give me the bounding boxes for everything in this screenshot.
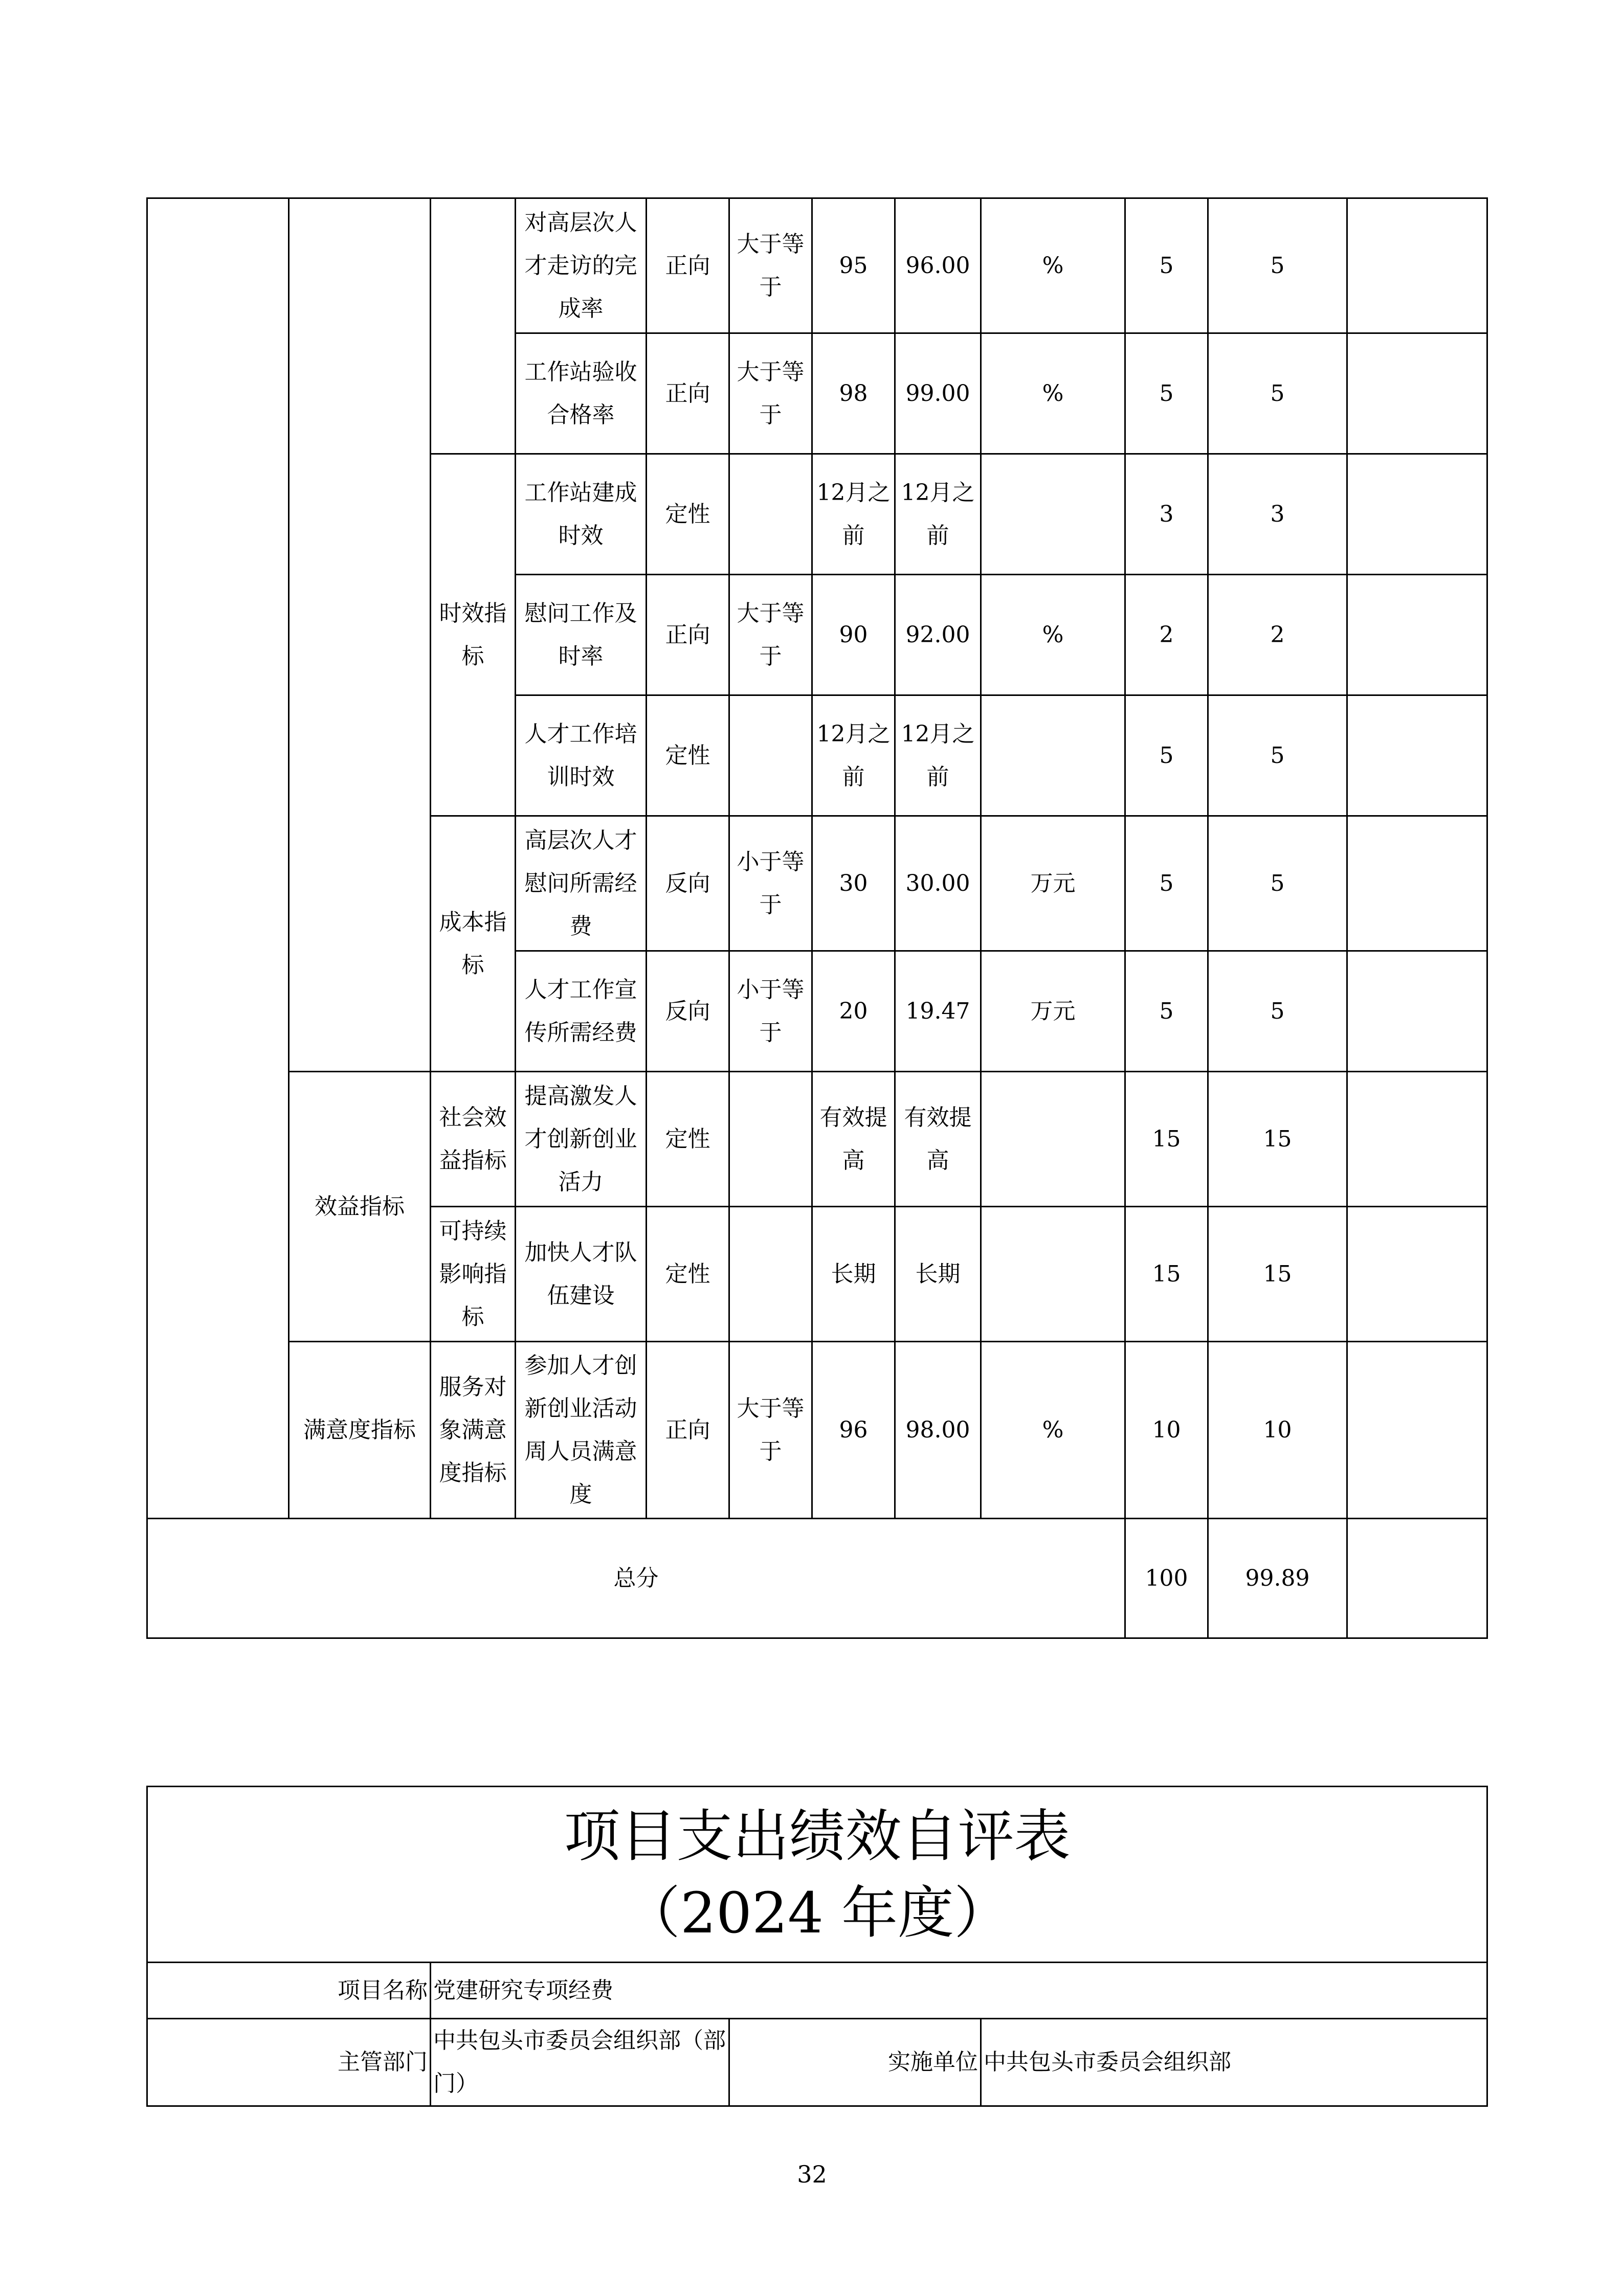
indicator-name: 参加人才创新创业活动周人员满意度 [516, 1342, 647, 1519]
actual-value: 98.00 [895, 1342, 981, 1519]
direction: 正向 [647, 1342, 729, 1519]
level3-cell-satisfaction: 服务对象满意度指标 [431, 1342, 516, 1519]
score: 5 [1208, 333, 1347, 454]
weight: 5 [1125, 816, 1208, 951]
target-value: 95 [812, 198, 895, 333]
actual-value: 长期 [895, 1207, 981, 1342]
indicator-name: 人才工作培训时效 [516, 695, 647, 816]
unit: 万元 [981, 816, 1125, 951]
weight: 5 [1125, 695, 1208, 816]
unit: % [981, 575, 1125, 695]
project-name-value: 党建研究专项经费 [431, 1963, 1487, 2019]
indicator-name: 对高层次人才走访的完成率 [516, 198, 647, 333]
project-name-row [147, 1963, 1487, 2019]
indicator-name: 提高激发人才创新创业活力 [516, 1072, 647, 1207]
note [1347, 695, 1487, 816]
direction: 反向 [647, 816, 729, 951]
target-value: 98 [812, 333, 895, 454]
total-weight: 100 [1125, 1519, 1208, 1638]
score: 3 [1208, 454, 1347, 575]
page-number: 32 [797, 2160, 827, 2188]
target-value: 90 [812, 575, 895, 695]
direction: 定性 [647, 1072, 729, 1207]
target-value: 12月之前 [812, 695, 895, 816]
table-row [147, 198, 1487, 333]
score: 10 [1208, 1342, 1347, 1519]
operator [729, 454, 812, 575]
actual-value: 12月之前 [895, 695, 981, 816]
impl-label: 实施单位 [729, 2019, 981, 2106]
operator: 大于等于 [729, 575, 812, 695]
operator: 大于等于 [729, 333, 812, 454]
target-value: 20 [812, 951, 895, 1072]
direction: 定性 [647, 695, 729, 816]
note [1347, 198, 1487, 333]
score: 2 [1208, 575, 1347, 695]
weight: 5 [1125, 198, 1208, 333]
score: 5 [1208, 816, 1347, 951]
performance-indicator-table [146, 197, 1488, 1639]
project-name-label: 项目名称 [147, 1963, 431, 2019]
target-value: 12月之前 [812, 454, 895, 575]
level3-cell-social: 社会效益指标 [431, 1072, 516, 1207]
weight: 10 [1125, 1342, 1208, 1519]
operator: 大于等于 [729, 198, 812, 333]
form-title-cell [147, 1787, 1487, 1963]
table-row [147, 1342, 1487, 1519]
note [1347, 575, 1487, 695]
direction: 正向 [647, 575, 729, 695]
operator [729, 1072, 812, 1207]
form-subtitle: （2024 年度） [624, 1880, 1010, 1946]
target-value: 96 [812, 1342, 895, 1519]
weight: 15 [1125, 1072, 1208, 1207]
direction: 正向 [647, 333, 729, 454]
score: 15 [1208, 1072, 1347, 1207]
total-row [147, 1519, 1487, 1638]
operator: 小于等于 [729, 951, 812, 1072]
unit [981, 1207, 1125, 1342]
indicator-name: 高层次人才慰问所需经费 [516, 816, 647, 951]
unit: 万元 [981, 951, 1125, 1072]
level3-cell-timeliness: 时效指标 [431, 454, 516, 816]
indicator-name: 加快人才队伍建设 [516, 1207, 647, 1342]
note [1347, 1342, 1487, 1519]
note [1347, 1207, 1487, 1342]
direction: 定性 [647, 1207, 729, 1342]
unit: % [981, 1342, 1125, 1519]
direction: 正向 [647, 198, 729, 333]
form-title: 项目支出绩效自评表 [564, 1803, 1071, 1869]
direction: 定性 [647, 454, 729, 575]
level2-cell-output [289, 198, 431, 1072]
impl-value: 中共包头市委员会组织部 [981, 2019, 1487, 2106]
unit [981, 454, 1125, 575]
indicator-name: 工作站建成时效 [516, 454, 647, 575]
weight: 15 [1125, 1207, 1208, 1342]
level3-cell-quality [431, 198, 516, 454]
operator: 大于等于 [729, 1342, 812, 1519]
unit: % [981, 198, 1125, 333]
level3-cell-sustainable: 可持续影响指标 [431, 1207, 516, 1342]
level1-cell [147, 198, 289, 1519]
unit: % [981, 333, 1125, 454]
actual-value: 92.00 [895, 575, 981, 695]
target-value: 长期 [812, 1207, 895, 1342]
note [1347, 454, 1487, 575]
note [1347, 951, 1487, 1072]
unit [981, 695, 1125, 816]
dept-label: 主管部门 [147, 2019, 431, 2106]
total-label: 总分 [147, 1519, 1125, 1638]
form-title-row [147, 1787, 1487, 1963]
score: 5 [1208, 695, 1347, 816]
indicator-name: 慰问工作及时率 [516, 575, 647, 695]
level2-cell-benefit: 效益指标 [289, 1072, 431, 1342]
level3-cell-cost: 成本指标 [431, 816, 516, 1072]
weight: 3 [1125, 454, 1208, 575]
target-value: 30 [812, 816, 895, 951]
operator: 小于等于 [729, 816, 812, 951]
actual-value: 30.00 [895, 816, 981, 951]
score: 5 [1208, 951, 1347, 1072]
level2-cell-satisfaction: 满意度指标 [289, 1342, 431, 1519]
indicator-name: 人才工作宣传所需经费 [516, 951, 647, 1072]
table-row [147, 1072, 1487, 1207]
score: 5 [1208, 198, 1347, 333]
target-value: 有效提高 [812, 1072, 895, 1207]
actual-value: 12月之前 [895, 454, 981, 575]
weight: 5 [1125, 333, 1208, 454]
total-score: 99.89 [1208, 1519, 1347, 1638]
weight: 5 [1125, 951, 1208, 1072]
operator [729, 1207, 812, 1342]
note [1347, 1072, 1487, 1207]
department-row [147, 2019, 1487, 2106]
weight: 2 [1125, 575, 1208, 695]
actual-value: 19.47 [895, 951, 981, 1072]
direction: 反向 [647, 951, 729, 1072]
self-evaluation-form-header [146, 1786, 1488, 2107]
unit [981, 1072, 1125, 1207]
actual-value: 有效提高 [895, 1072, 981, 1207]
dept-value: 中共包头市委员会组织部（部门） [431, 2019, 729, 2106]
score: 15 [1208, 1207, 1347, 1342]
note [1347, 333, 1487, 454]
indicator-name: 工作站验收合格率 [516, 333, 647, 454]
actual-value: 99.00 [895, 333, 981, 454]
operator [729, 695, 812, 816]
actual-value: 96.00 [895, 198, 981, 333]
note [1347, 816, 1487, 951]
total-note [1347, 1519, 1487, 1638]
